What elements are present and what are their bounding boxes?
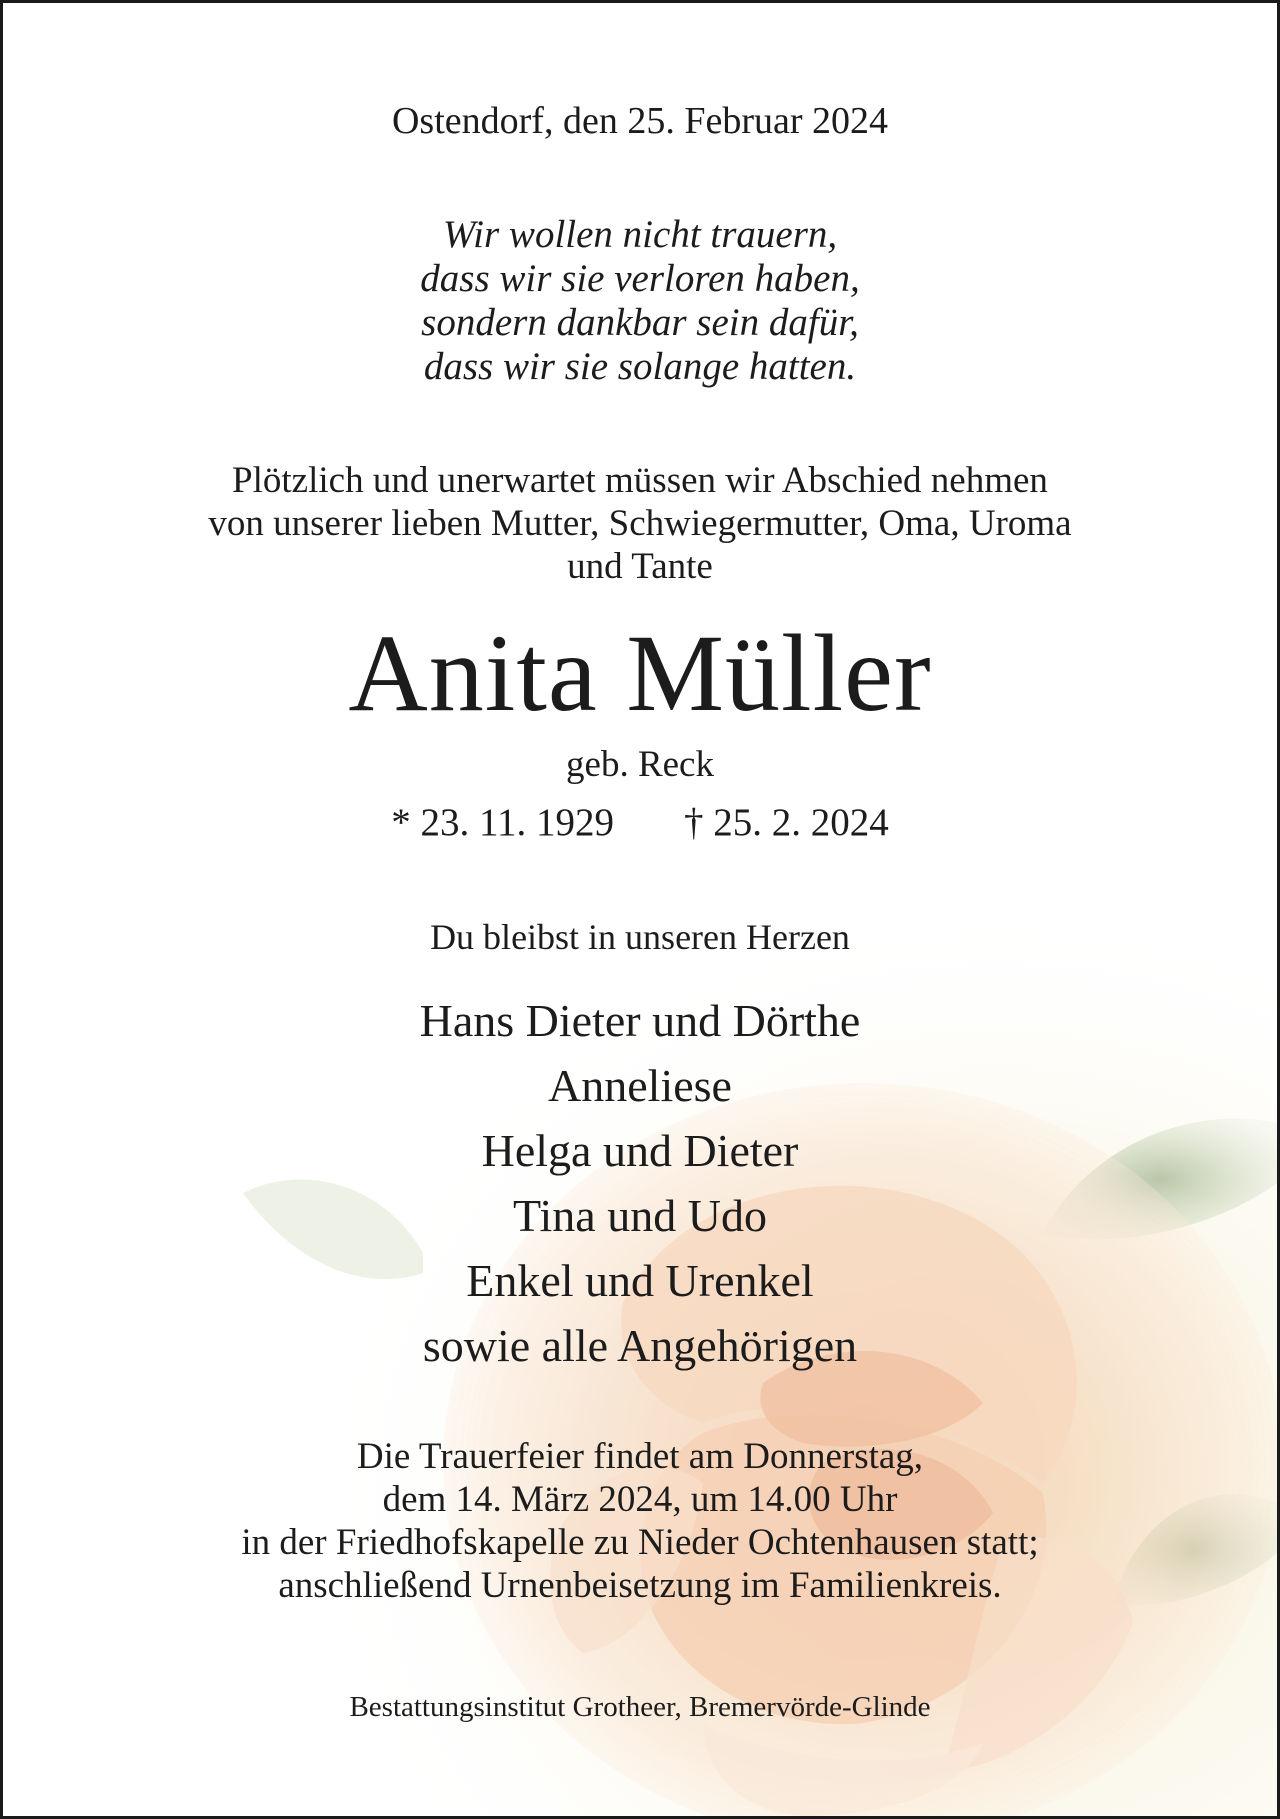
intro-line: und Tante <box>567 546 713 587</box>
family-member: Hans Dieter und Dörthe <box>419 995 861 1046</box>
motto: Du bleibst in unseren Herzen <box>430 917 850 957</box>
family-member: Helga und Dieter <box>481 1125 799 1176</box>
family-list <box>3 988 1277 1378</box>
death-date: † 25. 2. 2024 <box>684 801 889 844</box>
undertaker: Bestattungsinstitut Grotheer, Bremervörde-Glinde <box>349 1691 931 1723</box>
service-line: in der Friedhofskapelle zu Nieder Ochtenhausen statt; <box>241 1522 1039 1563</box>
life-dates <box>3 800 1277 845</box>
service-line: Die Trauerfeier findet am Donnerstag, <box>356 1436 924 1477</box>
service-info <box>3 1435 1277 1607</box>
family-member: Enkel und Urenkel <box>466 1255 814 1306</box>
service-line: dem 14. März 2024, um 14.00 Uhr <box>382 1479 898 1520</box>
birth-date: * 23. 11. 1929 <box>391 801 615 844</box>
service-line: anschließend Urnenbeisetzung im Familienkreis. <box>278 1565 1002 1606</box>
place-date: Ostendorf, den 25. Februar 2024 <box>391 100 888 142</box>
intro-line: von unserer lieben Mutter, Schwiegermutter, Oma, Uroma <box>208 503 1072 544</box>
poem <box>3 213 1277 389</box>
deceased-name: Anita Müller <box>348 612 932 734</box>
poem-line: dass wir sie solange hatten. <box>423 345 857 388</box>
family-member: Tina und Udo <box>513 1190 767 1241</box>
poem-line: Wir wollen nicht trauern, <box>442 213 838 256</box>
poem-line: sondern dankbar sein dafür, <box>421 301 859 344</box>
intro-line: Plötzlich und unerwartet müssen wir Abschied nehmen <box>232 460 1048 501</box>
family-member: Anneliese <box>548 1060 732 1111</box>
poem-line: dass wir sie verloren haben, <box>420 257 860 300</box>
family-member: sowie alle Angehörigen <box>422 1320 858 1371</box>
maiden-name: geb. Reck <box>566 744 714 785</box>
intro-text <box>3 459 1277 588</box>
